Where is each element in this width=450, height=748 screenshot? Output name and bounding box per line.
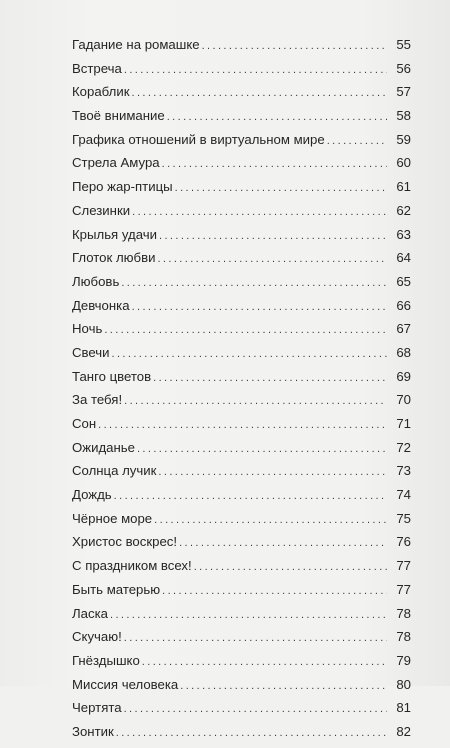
dot-leader: [110, 607, 387, 623]
toc-entry: [72, 558, 411, 582]
toc-entry-title: Кораблик: [72, 84, 130, 100]
toc-entry: [72, 179, 411, 203]
toc-entry-page-number: 60: [396, 155, 411, 171]
toc-entry: [72, 37, 411, 61]
dot-leader: [124, 62, 387, 78]
toc-entry-title: Чёрное море: [72, 510, 153, 526]
dot-leader: [132, 204, 387, 220]
toc-entry: [72, 677, 411, 701]
toc-entry-page-number: 81: [396, 700, 411, 716]
toc-entry: [72, 274, 411, 298]
toc-entry-page-number: 68: [396, 344, 411, 360]
dot-leader: [157, 251, 387, 267]
toc-entry-page-number: 66: [396, 297, 411, 313]
toc-entry-title: Крылья удачи: [72, 226, 157, 242]
toc-entry-title: Слезинки: [72, 202, 131, 218]
toc-entry-title: Графика отношений в виртуальном мире: [72, 131, 325, 147]
toc-entry-page-number: 77: [396, 558, 411, 574]
toc-entry: [72, 487, 411, 511]
toc-entry-page-number: 65: [396, 273, 411, 289]
toc-entry-title: Быть матерью: [72, 581, 161, 597]
toc-entry: [72, 369, 411, 393]
toc-entry-page-number: 63: [396, 226, 411, 242]
toc-entry-page-number: 55: [396, 37, 411, 52]
toc-entry: [72, 298, 411, 322]
dot-leader: [202, 38, 387, 54]
dot-leader: [159, 228, 387, 244]
dot-leader: [194, 559, 387, 575]
toc-entry-page-number: 64: [396, 250, 411, 266]
dot-leader: [142, 654, 387, 670]
dot-leader: [162, 156, 387, 172]
toc-entry: [72, 84, 411, 108]
toc-entry-page-number: 80: [396, 676, 411, 692]
toc-entry: [72, 321, 411, 345]
toc-entry: [72, 463, 411, 487]
dot-leader: [179, 535, 387, 551]
toc-entry: [72, 653, 411, 677]
toc-entry-title: Дождь: [72, 487, 112, 503]
dot-leader: [167, 109, 387, 125]
dot-leader: [121, 275, 387, 291]
toc-entry: [72, 155, 411, 179]
toc-entry-title: Миссия человека: [72, 676, 179, 692]
toc-entry-page-number: 57: [396, 84, 411, 100]
toc-entry-page-number: 78: [396, 605, 411, 621]
toc-entry-title: С праздником всех!: [72, 558, 192, 574]
toc-entry-page-number: 82: [396, 723, 411, 739]
toc-entry: [72, 724, 411, 748]
dot-leader: [162, 583, 387, 599]
toc-entry-title: Христос воскрес!: [72, 534, 178, 550]
toc-entry: [72, 700, 411, 724]
toc-entry-page-number: 77: [396, 581, 411, 597]
toc-entry: [72, 108, 411, 132]
toc-entry: [72, 440, 411, 464]
toc-entry: [72, 606, 411, 630]
toc-entry-title: Скучаю!: [72, 629, 122, 645]
toc-entry-page-number: 69: [396, 368, 411, 384]
toc-entry-title: Гнёздышко: [72, 652, 140, 668]
toc-entry-page-number: 71: [396, 416, 411, 431]
dot-leader: [124, 630, 387, 646]
toc-entry-title: Чертята: [72, 700, 122, 716]
dot-leader: [154, 512, 387, 528]
dot-leader: [104, 322, 387, 338]
toc-entry-title: Любовь: [72, 273, 120, 289]
toc-entry-title: Сон: [72, 416, 97, 431]
toc-entry-title: Ожиданье: [72, 439, 135, 455]
dot-leader: [98, 417, 387, 433]
toc-entry-title: Перо жар-птицы: [72, 179, 173, 195]
toc-entry-title: Глоток любви: [72, 250, 156, 266]
dot-leader: [116, 725, 387, 741]
dot-leader: [124, 393, 387, 409]
toc-entry: [72, 511, 411, 535]
dot-leader: [327, 133, 387, 149]
toc-entry-title: Свечи: [72, 344, 110, 360]
toc-entry-page-number: 58: [396, 108, 411, 124]
toc-entry: [72, 582, 411, 606]
toc-entry-page-number: 62: [396, 202, 411, 218]
toc-entry: [72, 61, 411, 85]
toc-entry-title: Солнца лучик: [72, 463, 157, 479]
toc-entry-title: Стрела Амура: [72, 155, 160, 171]
dot-leader: [124, 701, 387, 717]
toc-entry-page-number: 72: [396, 439, 411, 455]
toc-entry: [72, 416, 411, 440]
dot-leader: [158, 464, 387, 480]
toc-entry-title: Зонтик: [72, 723, 114, 739]
toc-entry: [72, 203, 411, 227]
dot-leader: [137, 441, 387, 457]
toc-entry-page-number: 79: [396, 652, 411, 668]
toc-entry-title: Гадание на ромашке: [72, 37, 200, 52]
toc-entry-page-number: 76: [396, 534, 411, 550]
toc-entry-page-number: 67: [396, 321, 411, 337]
toc-entry: [72, 629, 411, 653]
toc-entry-title: Танго цветов: [72, 368, 152, 384]
toc-entry: [72, 132, 411, 156]
toc-entry-title: Ночь: [72, 321, 103, 337]
toc-entry-title: За тебя!: [72, 392, 123, 408]
toc-entry-page-number: 56: [396, 60, 411, 76]
toc-entry: [72, 227, 411, 251]
toc-entry-title: Твоё внимание: [72, 108, 165, 124]
dot-leader: [114, 488, 387, 504]
toc-entry-title: Ласка: [72, 605, 108, 621]
toc-entry-page-number: 73: [396, 463, 411, 479]
toc-entry-page-number: 61: [396, 179, 411, 195]
toc-entry-page-number: 74: [396, 487, 411, 503]
toc-entry: [72, 534, 411, 558]
dot-leader: [175, 180, 387, 196]
toc-entry-page-number: 59: [396, 131, 411, 147]
table-of-contents: [72, 37, 411, 748]
toc-entry-page-number: 70: [396, 392, 411, 408]
toc-entry: [72, 250, 411, 274]
toc-entry-title: Встреча: [72, 60, 122, 76]
toc-entry-page-number: 78: [396, 629, 411, 645]
toc-entry: [72, 345, 411, 369]
toc-entry-page-number: 75: [396, 510, 411, 526]
toc-entry: [72, 392, 411, 416]
dot-leader: [132, 299, 387, 315]
dot-leader: [153, 370, 387, 386]
dot-leader: [131, 85, 387, 101]
dot-leader: [112, 346, 387, 362]
toc-entry-title: Девчонка: [72, 297, 130, 313]
